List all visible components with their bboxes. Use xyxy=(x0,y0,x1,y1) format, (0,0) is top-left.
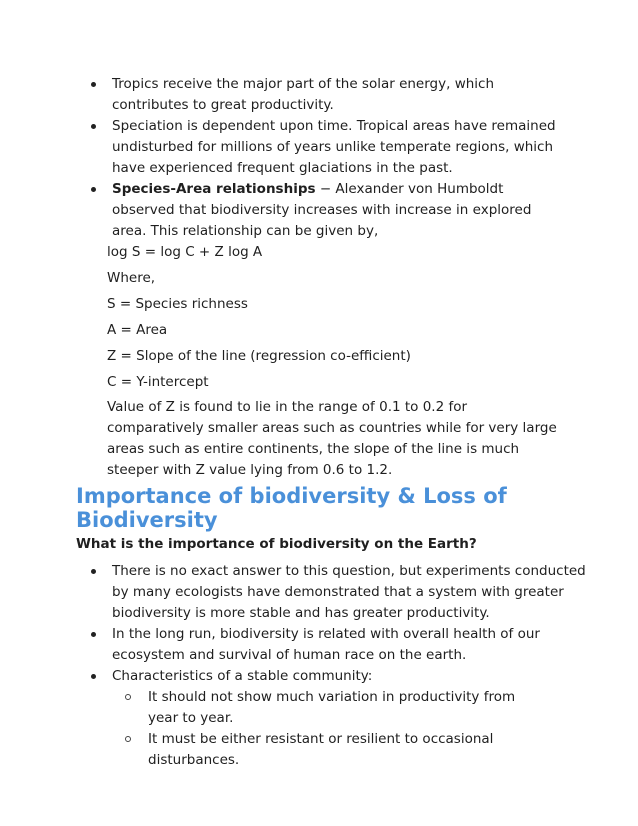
bullet-text: Speciation is dependent upon time. Tropical areas have remained undisturbed for millions of years unlike temperate regions, which have experienced frequent glaciations in the past. xyxy=(112,118,556,176)
list-item xyxy=(76,74,552,116)
bullet-dot-icon xyxy=(91,124,96,129)
sub-bullet-list xyxy=(112,687,592,771)
bullet-text: Characteristics of a stable community: xyxy=(112,668,373,684)
bullet-dot-icon xyxy=(91,82,96,87)
formula-line: log S = log C + Z log A xyxy=(107,244,263,260)
sub-list-item xyxy=(112,687,548,729)
bullet-dot-icon xyxy=(91,674,96,679)
definition-a: A = Area xyxy=(107,322,168,338)
bullet-text: There is no exact answer to this question, but experiments conducted by many ecologists have demonstrated that a system with greater biodiversity is more stable and has greater productivity. xyxy=(112,563,586,621)
list-item xyxy=(76,179,552,242)
list-item xyxy=(76,666,592,771)
list-item xyxy=(76,561,592,624)
bullet-dot-icon xyxy=(91,187,96,192)
sub-list-item xyxy=(112,729,588,771)
bullet-bold-term: Species-Area relationships xyxy=(112,181,316,197)
bullet-text: Tropics receive the major part of the solar energy, which contributes to great productivity. xyxy=(112,76,495,113)
sub-bullet-text: It must be either resistant or resilient to occasional disturbances. xyxy=(148,731,494,768)
sub-bullet-text: It should not show much variation in productivity from year to year. xyxy=(148,689,516,726)
definition-z: Z = Slope of the line (regression co-efficient) xyxy=(107,348,411,364)
bullet-text: In the long run, biodiversity is related with overall health of our ecosystem and survival of human race on the earth. xyxy=(112,626,540,663)
where-label: Where, xyxy=(107,270,156,286)
definition-s: S = Species richness xyxy=(107,296,248,312)
bullet-dot-icon xyxy=(91,569,96,574)
question-heading: What is the importance of biodiversity on the Earth? xyxy=(76,536,477,552)
bullet-dot-icon xyxy=(91,632,96,637)
list-item xyxy=(76,116,582,179)
definition-c: C = Y-intercept xyxy=(107,374,209,390)
z-value-paragraph: Value of Z is found to lie in the range of 0.1 to 0.2 for comparatively smaller areas such as countries while for very large areas such as entire continents, the slope of the line is much steeper with Z value lying from 0.6 to 1.2. xyxy=(107,399,557,478)
section-heading: Importance of biodiversity & Loss of Biodiversity xyxy=(76,484,507,532)
bottom-bullet-list xyxy=(76,561,586,771)
top-bullet-list xyxy=(76,74,576,242)
bullet-text: − Alexander von Humboldt observed that biodiversity increases with increase in explored area. This relationship can be given by, xyxy=(112,181,532,239)
list-item xyxy=(76,624,552,666)
bullet-circle-icon xyxy=(125,694,131,700)
bullet-circle-icon xyxy=(125,736,131,742)
